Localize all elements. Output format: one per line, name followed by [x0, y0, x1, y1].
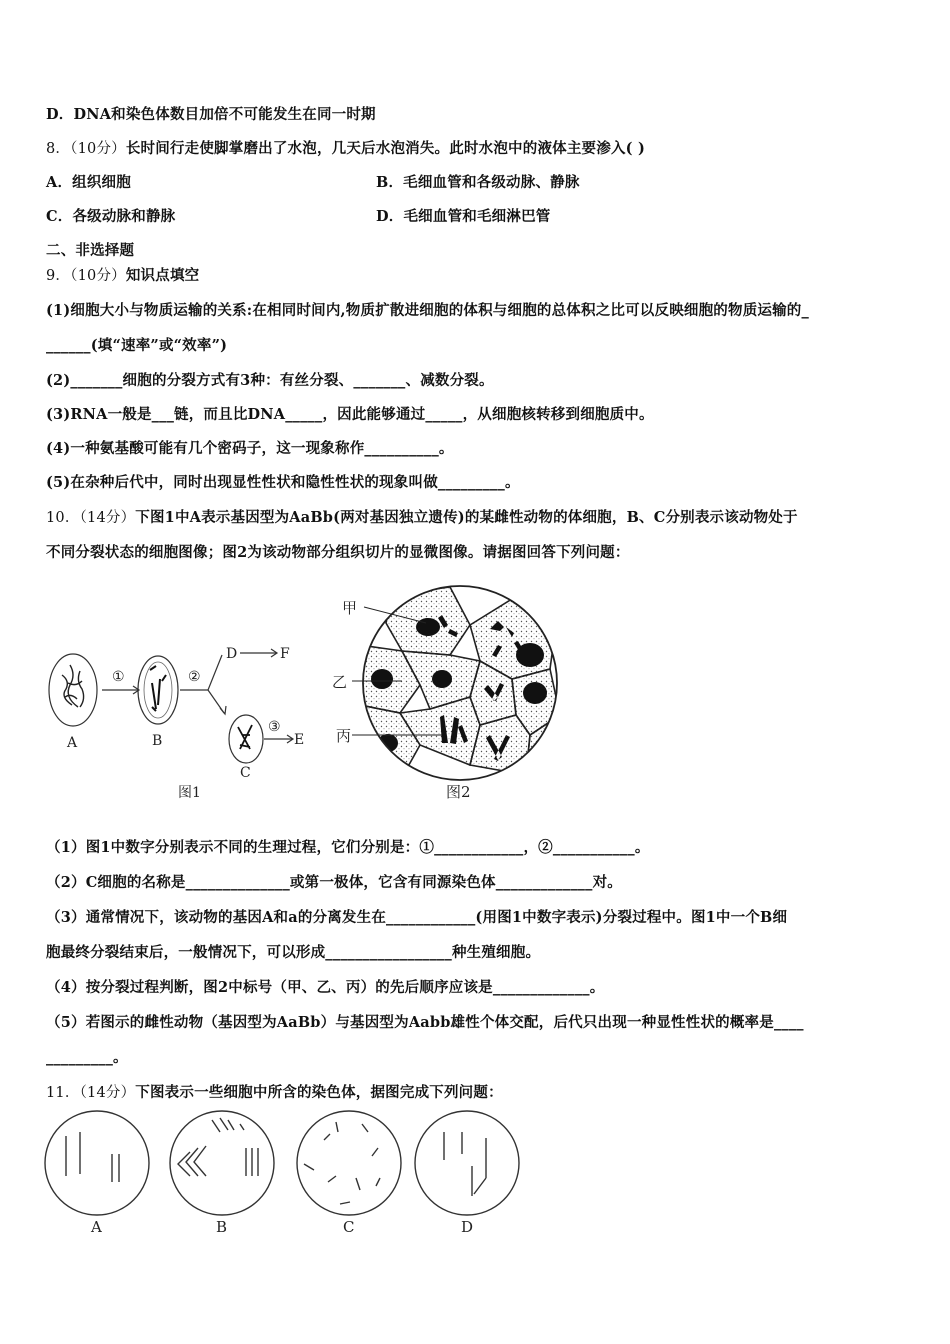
- fig1-step-1: ①: [112, 669, 125, 685]
- q8-options-row-1: [46, 171, 131, 192]
- q10-score: （14分）: [79, 510, 136, 526]
- q10-sub1: （1）图1中数字分别表示不同的生理过程，它们分别是：①____________，②___________。: [46, 839, 650, 856]
- q8-option-c: C．各级动脉和静脉: [46, 208, 176, 225]
- fig3-label-c: C: [343, 1218, 355, 1236]
- q9-stem: 知识点填空: [125, 267, 200, 284]
- fig3-label-b: B: [216, 1218, 228, 1236]
- fig2-label-yi: 乙: [332, 673, 348, 691]
- q8-option-d: D．毛细血管和毛细淋巴管: [376, 208, 551, 225]
- q9-item4: (4)一种氨基酸可能有几个密码子，这一现象称作__________。: [46, 440, 454, 457]
- q10-sub5-line1: （5）若图示的雌性动物（基因型为AaBb）与基因型为Aabb雄性个体交配，后代只出现一种显性性状的概率是____: [46, 1014, 804, 1031]
- section-title: 二、非选择题: [46, 242, 135, 259]
- q10-sub3-line2: 胞最终分裂结束后，一般情况下，可以形成_________________种生殖细胞。: [46, 944, 541, 961]
- fig2-label-bing: 丙: [336, 727, 352, 745]
- q9-stem-line: [46, 264, 199, 285]
- q8-option-b: B．毛细血管和各级动脉、静脉: [376, 174, 580, 191]
- cell-a: [49, 654, 97, 726]
- q8-score: （10分）: [70, 141, 126, 157]
- fig1-step-3: ③: [268, 719, 281, 735]
- q9-score: （10分）: [70, 268, 126, 284]
- q9-item1-line1: (1)细胞大小与物质运输的关系:在相同时间内,物质扩散进细胞的体积与细胞的总体积之比可以反映细胞的物质运输的_: [46, 302, 809, 319]
- fig1-label-d: D: [226, 646, 238, 662]
- figure-2: [330, 585, 562, 805]
- q10-stem-line2: 不同分裂状态的细胞图像；图2为该动物部分组织切片的显微图像。请据图回答下列问题：: [46, 544, 630, 561]
- fig1-label-b: B: [152, 733, 163, 749]
- fig3-label-a: A: [91, 1218, 102, 1236]
- q10-sub4: （4）按分裂过程判断，图2中标号（甲、乙、丙）的先后顺序应该是_____________。: [46, 979, 605, 996]
- q8-stem-line: [46, 137, 645, 158]
- q7-option-d: D．DNA和染色体数目加倍不可能发生在同一时期: [46, 106, 376, 123]
- fig1-caption: 图1: [178, 785, 201, 801]
- chromosome-cell-d: [415, 1111, 519, 1215]
- chromosome-cell-a: [45, 1111, 149, 1215]
- q9-item1-line2: ______(填“速率”或“效率”): [46, 337, 228, 354]
- q8-option-a: A．组织细胞: [46, 174, 131, 191]
- q9-item2: (2)_______细胞的分裂方式有3种：有丝分裂、_______、减数分裂。: [46, 372, 494, 389]
- q10-number: 10．: [46, 510, 80, 526]
- q11-stem-line: [46, 1081, 503, 1102]
- q10-stem-line1: [46, 506, 798, 527]
- fig1-step-2: ②: [188, 669, 201, 685]
- fig1-label-a: A: [67, 735, 78, 751]
- q10-sub5-line2: _________。: [46, 1049, 128, 1066]
- q11-stem: 下图表示一些细胞中所含的染色体，据图完成下列问题：: [135, 1084, 503, 1101]
- figure-1: [40, 635, 330, 805]
- q10-sub2: （2）C细胞的名称是______________或第一极体，它含有同源染色体_____________对。: [46, 874, 622, 891]
- q9-number: 9．: [46, 268, 71, 284]
- q9-item5: (5)在杂种后代中，同时出现显性性状和隐性性状的现象叫做_________。: [46, 474, 520, 491]
- q10-sub3-line1: （3）通常情况下，该动物的基因A和a的分离发生在____________(用图1中数字表示)分裂过程中。图1中一个B细: [46, 909, 788, 926]
- fig2-label-jia: 甲: [342, 599, 358, 617]
- figure-3: [40, 1108, 530, 1236]
- fig2-caption: 图2: [446, 783, 471, 801]
- fig1-label-f: F: [280, 646, 290, 662]
- q10-stem-1: 下图1中A表示基因型为AaBb(两对基因独立遗传)的某雌性动物的体细胞，B、C分别表示该动物处于: [135, 509, 798, 526]
- q8-stem: 长时间行走使脚掌磨出了水泡，几天后水泡消失。此时水泡中的液体主要渗入( ): [125, 140, 646, 157]
- q11-score: （14分）: [79, 1085, 136, 1101]
- fig1-label-c: C: [240, 765, 251, 781]
- fig1-label-e: E: [294, 732, 305, 748]
- q11-number: 11．: [46, 1085, 80, 1101]
- chromosome-cell-c: [297, 1111, 401, 1215]
- q9-item3: (3)RNA一般是___链，而且比DNA_____，因此能够通过_____，从细胞核转移到细胞质中。: [46, 406, 654, 423]
- q8-number: 8．: [46, 141, 71, 157]
- fig3-label-d: D: [461, 1218, 474, 1236]
